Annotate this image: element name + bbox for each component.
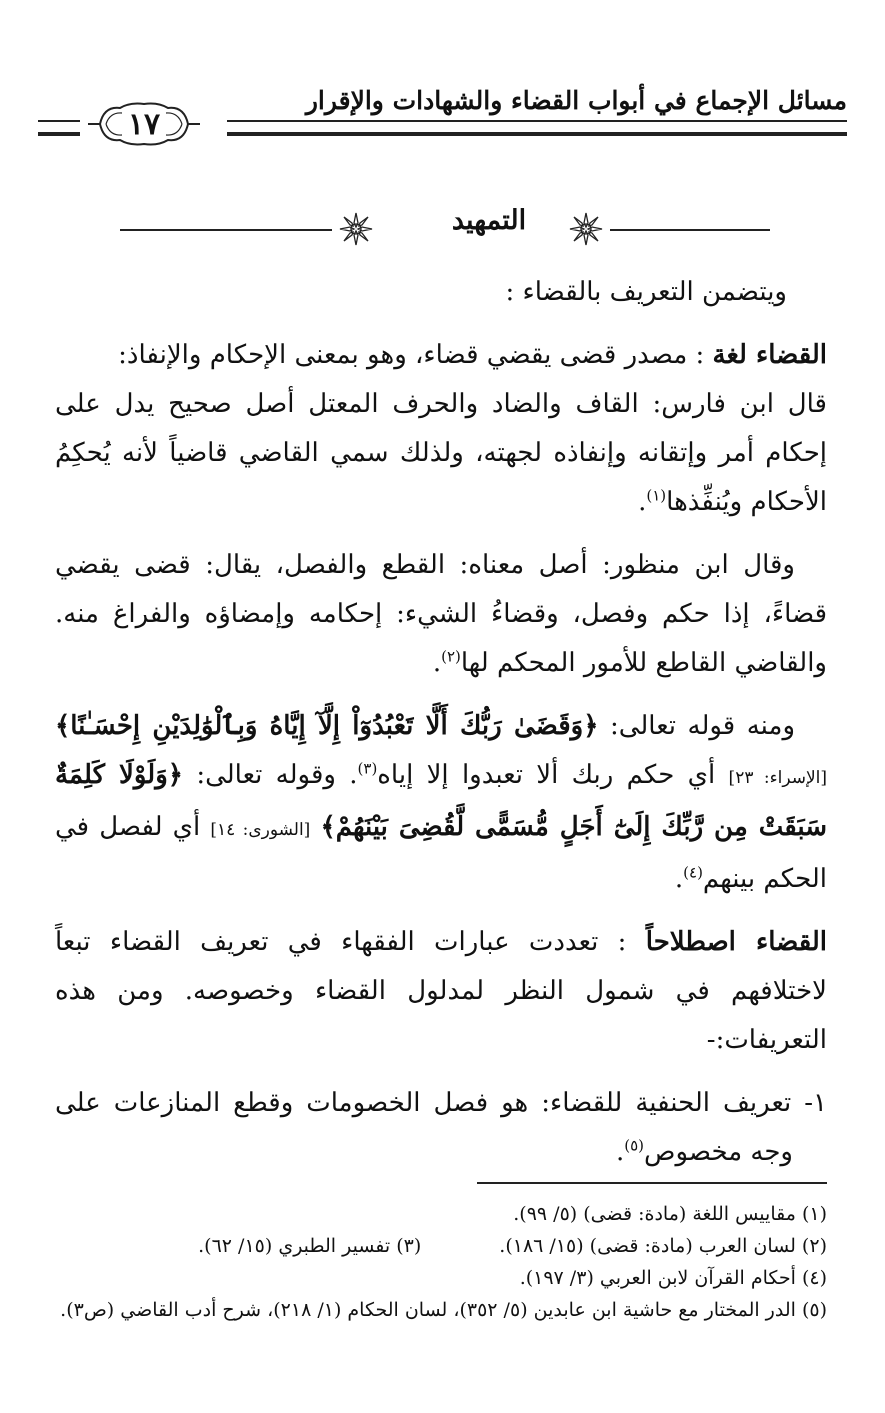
paragraph-verses: ومنه قوله تعالى: ﴿وَقَضَىٰ رَبُّكَ أَلَّا تَعْبُدُوٓاْ إِلَّآ إِيَّاهُ وَبِٱلْوَٰلِدَيْنِ إِحْسَـٰنًا﴾ [الإسراء: ٢٣] أي حكم ربك ألا تعبدوا إلا إياه$^{(٣)}$. وقوله تعالى: ﴿وَلَوْلَا كَلِمَةٌ سَبَقَتْ مِن رَّبِّكَ إِلَىٰٓ أَجَلٍ مُّسَمًّى لَّقُضِىَ بَيْنَهُمْ﴾ [الشورى: ١٤] أي لفصل في الحكم بينهم$^{(٤)}$.: [55, 711, 828, 894]
main-text: [55, 268, 827, 1177]
footnote-ref-2[interactable]: (٢): [441, 647, 461, 666]
quran-verse-2: ﴿وَلَوْلَا كَلِمَةٌ سَبَقَتْ مِن رَّبِّكَ إِلَىٰٓ أَجَلٍ مُّسَمًّى لَّقُضِىَ بَيْنَهُمْ﴾: [55, 760, 828, 842]
technical-definition: : تعددت عبارات الفقهاء في تعريف القضاء تبعاً لاختلافهم في شمول النظر لمدلول القضاء وخصوصه. ومن هذه التعريفات:-: [55, 927, 827, 1055]
verse-2-intro: وقوله تعالى:: [196, 760, 336, 790]
lexical-definition: : مصدر قضى يقضي قضاء، وهو بمعنى الإحكام والإنفاذ:: [118, 340, 705, 370]
verse-intro: ومنه قوله تعالى:: [609, 711, 796, 741]
paragraph-ibn-faris: قال ابن فارس: القاف والضاد والحرف المعتل أصل صحيح يدل على إحكام أمر وإتقانه وإنفاذه لجهته، ولذلك سمي القاضي قاضياً لأنه يُحكِمُ الأحكام ويُنفِّذها$^{(١)}$.: [55, 389, 827, 517]
definition-item-1: ١- تعريف الحنفية للقضاء: هو فصل الخصومات وقطع المنازعات على وجه مخصوص$^{(٥)}$.: [55, 1088, 827, 1167]
footnote-3: (٣) تفسير الطبري (١٥/ ٦٢).: [198, 1235, 422, 1257]
heading-line-right: [610, 229, 770, 231]
footnote-ref-1[interactable]: (١): [646, 486, 667, 505]
section-heading: [120, 203, 770, 253]
page-header: [38, 70, 847, 160]
verse-2-gloss: أي لفصل في الحكم بينهم: [55, 812, 827, 894]
footnote-ref-3[interactable]: (٣): [357, 759, 378, 778]
paragraph-lexical-definition: [55, 331, 827, 380]
verse-1-gloss: أي حكم ربك ألا تعبدوا إلا إياه: [377, 760, 716, 790]
footnote-row: [45, 1230, 827, 1262]
footnote-ref-4[interactable]: (٤): [683, 863, 703, 882]
footnotes: [45, 1198, 827, 1326]
ibn-manzur-quote: وقال ابن منظور: أصل معناه: القطع والفصل، يقال: قضى يقضي قضاءً، إذا حكم وفصل، وقضاءُ الشيء: إحكامه وإمضاؤه والفراغ منه. والقاضي القاطع للأمور المحكم لها: [55, 550, 827, 678]
verse-reference-2: [الشورى: ١٤]: [210, 820, 311, 840]
heading-line-left: [120, 229, 332, 231]
running-title: مسائل الإجماع في أبواب القضاء والشهادات والإقرار: [305, 86, 847, 115]
hanafi-definition: ١- تعريف الحنفية للقضاء: هو فصل الخصومات وقطع المنازعات على وجه مخصوص: [55, 1088, 827, 1167]
footnote-4: (٤) أحكام القرآن لابن العربي (٣/ ١٩٧).: [519, 1267, 827, 1289]
paragraph-technical-definition: [55, 918, 827, 1065]
intro-line: ويتضمن التعريف بالقضاء :: [505, 277, 787, 307]
quran-verse-1: ﴿وَقَضَىٰ رَبُّكَ أَلَّا تَعْبُدُوٓاْ إِلَّآ إِيَّاهُ وَبِٱلْوَٰلِدَيْنِ إِحْسَـٰنًا﴾: [55, 711, 599, 741]
page-number: ١٧: [127, 106, 161, 142]
ibn-faris-quote: قال ابن فارس: القاف والضاد والحرف المعتل أصل صحيح يدل على إحكام أمر وإتقانه وإنفاذه لجهته، ولذلك سمي القاضي قاضياً لأنه يُحكِمُ الأحكام ويُنفِّذها: [55, 389, 827, 517]
section-title: التمهيد: [451, 205, 527, 236]
footnote-ref-5[interactable]: (٥): [624, 1136, 645, 1155]
paragraph-ibn-manzur: وقال ابن منظور: أصل معناه: القطع والفصل، يقال: قضى يقضي قضاءً، إذا حكم وفصل، وقضاءُ الشيء: إحكامه وإمضاؤه والفراغ منه. والقاضي القاطع للأمور المحكم لها$^{(٢)}$.: [55, 550, 827, 678]
footnote-separator: [477, 1182, 827, 1184]
page-number-frame: [86, 100, 202, 148]
footnote-1: (١) مقاييس اللغة (مادة: قضى) (٥/ ٩٩).: [513, 1203, 827, 1225]
header-rule-right: [227, 120, 847, 136]
rosette-icon: [338, 211, 374, 247]
verse-reference-1: [الإسراء: ٢٣]: [728, 768, 828, 788]
header-rule-left: [38, 120, 80, 136]
term-lexical: القضاء لغة: [712, 340, 827, 370]
footnote-2: (٢) لسان العرب (مادة: قضى) (١٥/ ١٨٦).: [499, 1235, 827, 1257]
term-technical: القضاء اصطلاحاً: [645, 927, 827, 957]
footnote-5: (٥) الدر المختار مع حاشية ابن عابدين (٥/ ٣٥٢)، لسان الحكام (١/ ٢١٨)، شرح أدب القاضي (ص٣).: [60, 1299, 827, 1321]
